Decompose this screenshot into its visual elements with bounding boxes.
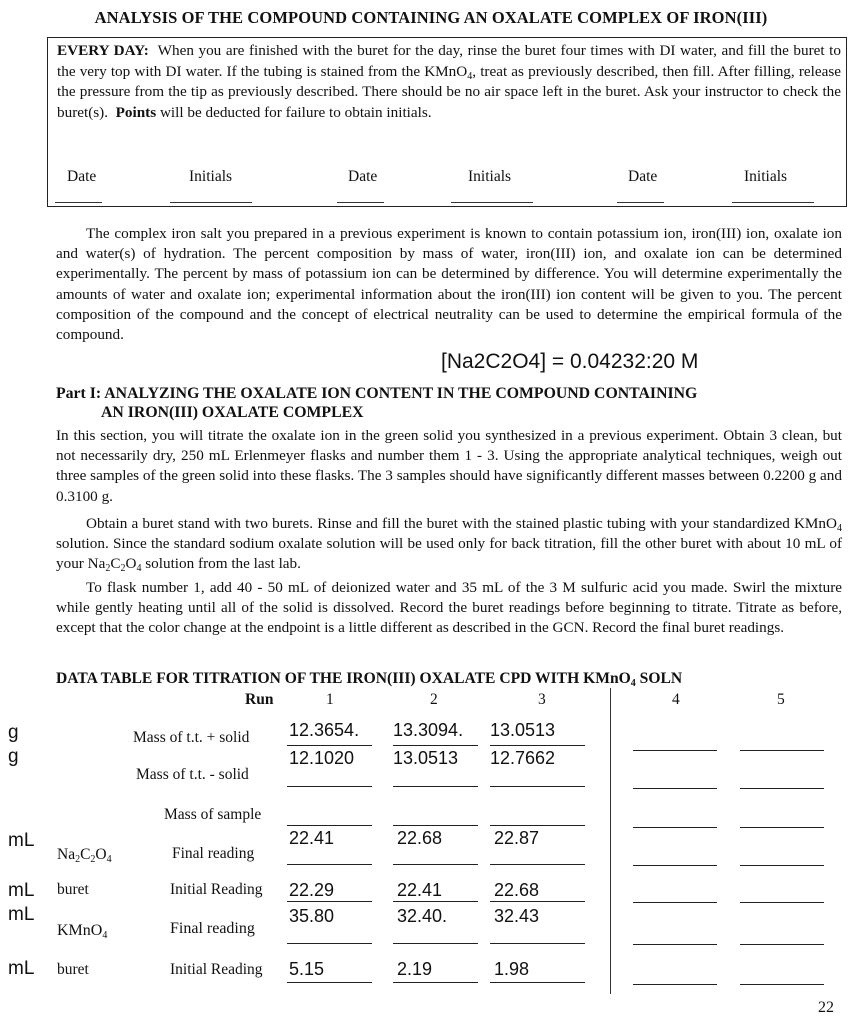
every-day-label: EVERY DAY bbox=[57, 42, 144, 59]
value-na-initial-run-2: 22.41 bbox=[397, 880, 443, 900]
value-na-initial-run-1: 22.29 bbox=[289, 880, 335, 900]
blank-row4-run-5[interactable] bbox=[740, 865, 824, 866]
blank-row1-run-5[interactable] bbox=[740, 750, 824, 751]
signoff-initials-2-field[interactable] bbox=[451, 202, 533, 203]
part1-paragraph-2: Obtain a buret stand with two burets. Rinse and fill the buret with the stained plastic tubing with your standardized KMnO$_4$ solution. Since the standard sodium oxalate solution will be used only for back titration, fill the other buret with about 10 mL of your $Na_2C_2O_4$ solution from the last lab. bbox=[56, 515, 842, 575]
handwritten-concentration-note: [Na2C2O4] = 0.04232:20 M bbox=[441, 350, 699, 373]
blank-row5-run-4[interactable] bbox=[633, 902, 717, 903]
run-5-header: 5 bbox=[777, 691, 785, 708]
blank-kmno4-initial-run-3[interactable] bbox=[490, 982, 585, 983]
row-label-mass-sample: Mass of sample bbox=[164, 806, 262, 823]
value-kmno4-initial-run-3: 1.98 bbox=[494, 959, 530, 979]
blank-row1-run-4[interactable] bbox=[633, 750, 717, 751]
blank-mass-sample-run-2[interactable] bbox=[393, 825, 478, 826]
value-na-final-run-1: 22.41 bbox=[289, 828, 335, 848]
signoff-date-1-field[interactable] bbox=[55, 202, 102, 203]
run-3-header: 3 bbox=[538, 691, 546, 708]
blank-row6-run-4[interactable] bbox=[633, 944, 717, 945]
signoff-date-3-field[interactable] bbox=[617, 202, 664, 203]
page-number: 22 bbox=[818, 999, 834, 1016]
value-mass-plus-run-1: 12.3654. bbox=[289, 720, 360, 740]
blank-na-final-run-2[interactable] bbox=[393, 864, 478, 865]
run-label: Run bbox=[245, 691, 274, 708]
blank-row2-run-4[interactable] bbox=[633, 788, 717, 789]
blank-row3-run-5[interactable] bbox=[740, 827, 824, 828]
blank-na-initial-run-3[interactable] bbox=[490, 901, 585, 902]
blank-mass-sample-run-3[interactable] bbox=[490, 825, 585, 826]
row-label-kmno4-final: Final reading bbox=[170, 920, 255, 937]
blank-row4-run-4[interactable] bbox=[633, 865, 717, 866]
unit-na-initial: mL bbox=[8, 880, 35, 901]
blank-row6-run-5[interactable] bbox=[740, 944, 824, 945]
value-kmno4-initial-run-2: 2.19 bbox=[397, 959, 433, 979]
unit-mass-plus: g bbox=[8, 722, 19, 743]
value-mass-minus-run-1: 12.1020 bbox=[289, 748, 355, 768]
value-kmno4-final-run-2: 32.40. bbox=[397, 906, 448, 926]
signoff-initials-2: Initials bbox=[468, 168, 512, 185]
value-na-final-run-2: 22.68 bbox=[397, 828, 443, 848]
signoff-initials-3: Initials bbox=[744, 168, 788, 185]
unit-kmno4-final: mL bbox=[8, 904, 35, 925]
value-kmno4-final-run-1: 35.80 bbox=[289, 906, 335, 926]
blank-row2-run-5[interactable] bbox=[740, 788, 824, 789]
blank-na-final-run-1[interactable] bbox=[287, 864, 372, 865]
signoff-date-2: Date bbox=[348, 168, 378, 185]
every-day-instructions: EVERY DAY: When you are finished with the buret for the day, rinse the buret four times with DI water, and fill the buret to the very top with DI water. If the tubing is stained from the KMnO$_4$, treat as previously described, then fill. After filling, release the pressure from the tip as previously described. There should be no air space left in the buret. Ask your instructor to check the buret(s). Points will be deducted for failure to obtain initials. bbox=[57, 42, 841, 121]
run-1-header: 1 bbox=[326, 691, 334, 708]
blank-mass-plus-run-2[interactable] bbox=[393, 745, 478, 746]
blank-row7-run-4[interactable] bbox=[633, 984, 717, 985]
blank-mass-plus-run-3[interactable] bbox=[490, 745, 585, 746]
run-2-header: 2 bbox=[430, 691, 438, 708]
page-title: ANALYSIS OF THE COMPOUND CONTAINING AN OXALATE COMPLEX OF IRON(III) bbox=[94, 8, 768, 27]
run-4-header: 4 bbox=[672, 691, 680, 708]
value-mass-minus-run-3: 12.7662 bbox=[490, 748, 556, 768]
group-label-kmno4-buret: buret bbox=[57, 961, 89, 978]
value-mass-plus-run-2: 13.3094. bbox=[393, 720, 464, 740]
blank-row7-run-5[interactable] bbox=[740, 984, 824, 985]
blank-row3-run-4[interactable] bbox=[633, 827, 717, 828]
part1-heading-line2: AN IRON(III) OXALATE COMPLEX bbox=[101, 404, 364, 421]
row-label-mass-plus: Mass of t.t. + solid bbox=[133, 729, 250, 746]
blank-mass-sample-run-1[interactable] bbox=[287, 825, 372, 826]
value-kmno4-final-run-3: 32.43 bbox=[494, 906, 540, 926]
group-label-kmno4: KMnO$_4$ bbox=[57, 922, 108, 941]
value-mass-plus-run-3: 13.0513 bbox=[490, 720, 556, 740]
blank-kmno4-initial-run-1[interactable] bbox=[287, 982, 372, 983]
signoff-date-2-field[interactable] bbox=[337, 202, 384, 203]
intro-paragraph: The complex iron salt you prepared in a previous experiment is known to contain potassium ion, iron(III) ion, oxalate ion and water(s) of hydration. The percent composition by mass of water, iron(III) ion, and oxalate ion can be determined experimentally. The percent by mass of potassium ion can be determined by difference. You will determine experimentally the amounts of water and oxalate ion; experimental information about the iron(III) ion content will be given to you. The percent composition of the compound and the concept of electrical neutrality can be used to determine the empirical formula of the compound. bbox=[56, 225, 842, 344]
row-label-mass-minus: Mass of t.t. - solid bbox=[136, 766, 249, 783]
unit-kmno4-initial: mL bbox=[8, 958, 35, 979]
value-na-final-run-3: 22.87 bbox=[494, 828, 540, 848]
row-label-kmno4-initial: Initial Reading bbox=[170, 961, 263, 978]
blank-mass-plus-run-1[interactable] bbox=[287, 745, 372, 746]
table-divider bbox=[610, 688, 611, 994]
signoff-initials-3-field[interactable] bbox=[732, 202, 814, 203]
blank-na-final-run-3[interactable] bbox=[490, 864, 585, 865]
blank-kmno4-final-run-3[interactable] bbox=[490, 943, 585, 944]
value-na-initial-run-3: 22.68 bbox=[494, 880, 540, 900]
value-mass-minus-run-2: 13.0513 bbox=[393, 748, 459, 768]
blank-mass-minus-run-2[interactable] bbox=[393, 786, 478, 787]
unit-na-final: mL bbox=[8, 830, 35, 851]
group-label-na2c2o4: $Na_2C_2O_4$ bbox=[57, 846, 112, 865]
blank-na-initial-run-1[interactable] bbox=[287, 901, 372, 902]
signoff-initials-1: Initials bbox=[189, 168, 233, 185]
blank-na-initial-run-2[interactable] bbox=[393, 901, 478, 902]
unit-mass-minus: g bbox=[8, 746, 19, 767]
blank-kmno4-initial-run-2[interactable] bbox=[393, 982, 478, 983]
blank-mass-minus-run-3[interactable] bbox=[490, 786, 585, 787]
part1-heading: Part I: ANALYZING THE OXALATE ION CONTENT IN THE COMPOUND CONTAINING bbox=[56, 385, 698, 402]
blank-kmno4-final-run-2[interactable] bbox=[393, 943, 478, 944]
data-table-title: DATA TABLE FOR TITRATION OF THE IRON(III) OXALATE CPD WITH KMnO$_4$ SOLN bbox=[56, 670, 683, 689]
group-label-na-buret: buret bbox=[57, 881, 89, 898]
blank-mass-minus-run-1[interactable] bbox=[287, 786, 372, 787]
row-label-na-final: Final reading bbox=[172, 845, 255, 862]
signoff-initials-1-field[interactable] bbox=[170, 202, 252, 203]
signoff-date-1: Date bbox=[67, 168, 97, 185]
part1-paragraph-1: In this section, you will titrate the oxalate ion in the green solid you synthesized in a previous experiment. Obtain 3 clean, but not necessarily dry, 250 mL Erlenmeyer flasks and number them 1 - 3. Using the appropriate analytical techniques, weigh out three samples of the green solid into these flasks. The 3 samples should have significantly different masses between 0.2200 g and 0.3100 g. bbox=[56, 427, 842, 505]
signoff-date-3: Date bbox=[628, 168, 658, 185]
row-label-na-initial: Initial Reading bbox=[170, 881, 263, 898]
blank-row5-run-5[interactable] bbox=[740, 902, 824, 903]
part1-paragraph-3: To flask number 1, add 40 - 50 mL of deionized water and 35 mL of the 3 M sulfuric acid you made. Swirl the mixture while gently heating until all of the solid is dissolved. Record the buret readings before beginning to titrate. Titrate as before, except that the color change at the endpoint is a little different as described in the GCN. Record the final buret readings. bbox=[56, 579, 842, 637]
value-kmno4-initial-run-1: 5.15 bbox=[289, 959, 325, 979]
blank-kmno4-final-run-1[interactable] bbox=[287, 943, 372, 944]
